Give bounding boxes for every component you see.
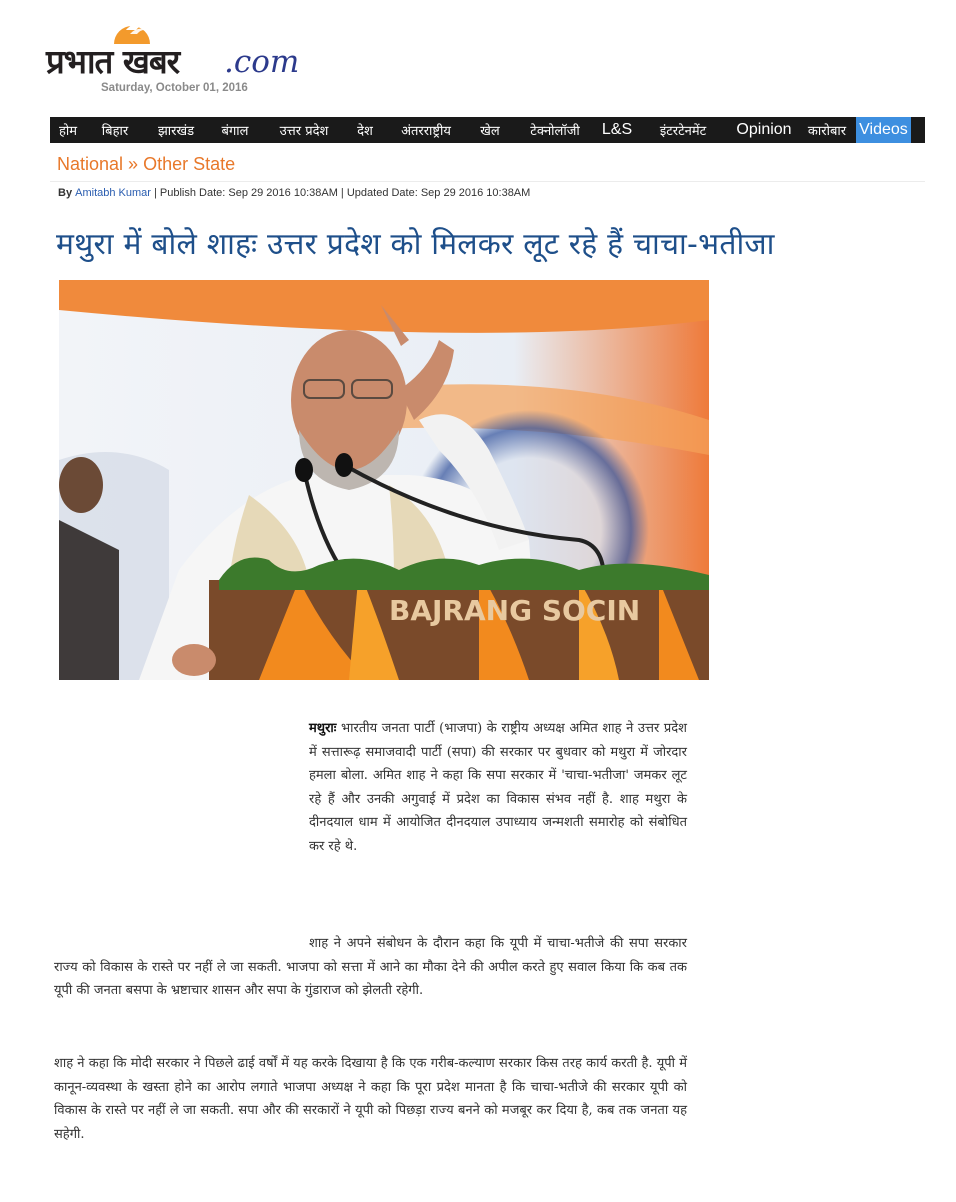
nav-item-ls[interactable]: L&S [601,121,633,138]
byline [58,187,530,199]
author-link[interactable]: Amitabh Kumar [75,187,151,199]
paragraph-3-text: शाह ने कहा कि मोदी सरकार ने पिछले ढाई वर्षों में यह करके दिखाया है कि एक गरीब-कल्याण सरकार किस तरह कार्य करती है. यूपी में कानून-व्यवस्था के खस्ता होने का आरोप लगाते भाजपा अध्यक्ष ने कहा कि पूरा प्रदेश मानता है कि चाचा-भतीजे की सरकार यूपी को विकास के रास्ते पर नहीं ले जा सकती. सपा और की सरकारों ने यूपी को पिछड़ा राज्य बनने को मजबूर कर दिया है, कब तक जनता यह सहेगी. [54,1056,687,1142]
article-photo [59,280,709,680]
paragraph-1-text: भारतीय जनता पार्टी (भाजपा) के राष्ट्रीय अध्यक्ष अमित शाह ने उत्तर प्रदेश में सत्तारूढ़ समाजवादी पार्टी (सपा) की सरकार पर बुधवार को मथुरा में जोरदार हमला बोला. अमित शाह ने कहा कि सपा सरकार में 'चाचा-भतीजा' जमकर लूट रहे हैं और उनकी अगुवाई में प्रदेश का विकास संभव नहीं है. शाह मथुरा के दीनदयाल धाम में आयोजित दीनदयाल उपाध्याय जन्मशती समारोह को संबोधित कर रहे थे. [309,721,687,854]
nav-item-opinion[interactable]: Opinion [736,121,792,138]
breadcrumb-other-state[interactable]: Other State [143,154,236,174]
current-date: Saturday, October 01, 2016 [101,82,248,94]
site-logo[interactable] [46,18,326,100]
nav-item-technology[interactable]: टेक्नोलॉजी [530,124,580,139]
nav-item-entertainment[interactable]: इंटरटेनमेंट [659,124,707,139]
speaker-photo-illustration [59,280,709,680]
nav-item-bihar[interactable]: बिहार [101,124,129,139]
nav-item-bengal[interactable]: बंगाल [221,124,249,139]
nav-item-home[interactable]: होम [50,117,86,143]
podium-banner-text: BAJRANG SOCIN [389,594,641,627]
updated-date: | Updated Date: Sep 29 2016 10:38AM [337,187,531,199]
publish-date: | Publish Date: Sep 29 2016 10:38AM [150,187,338,199]
logo-domain-text: .com [224,44,300,80]
breadcrumb-national[interactable]: National [57,154,124,174]
nav-item-videos[interactable]: Videos [856,117,911,143]
nav-item-business[interactable]: कारोबार [807,124,847,139]
breadcrumb-separator: » [123,154,144,174]
article-paragraph-3 [54,1052,687,1146]
nav-item-uttar-pradesh[interactable]: उत्तर प्रदेश [279,124,329,139]
nav-item-international[interactable]: अंतरराष्ट्रीय [401,124,451,139]
logo-hindi-text: प्रभात खबर [46,42,180,81]
byline-by: By [58,187,76,199]
nav-item-sports[interactable]: खेल [480,124,500,139]
dateline: मथुराः [309,721,337,736]
article-paragraph-2 [54,932,687,1003]
nav-item-desh[interactable]: देश [357,124,373,139]
nav-item-jharkhand[interactable]: झारखंड [157,124,195,139]
breadcrumb-divider [50,181,925,182]
article-headline: मथुरा में बोले शाहः उत्तर प्रदेश को मिलकर लूट रहे हैं चाचा-भतीजा [56,227,775,262]
paragraph-2-text: शाह ने अपने संबोधन के दौरान कहा कि यूपी में चाचा-भतीजे की सपा सरकार राज्य को विकास के रास्ते पर नहीं ले जा सकती. भाजपा को सत्ता में आने का मौका देने की अपील करते हुए सवाल किया कि कब तक यूपी की जनता बसपा के भ्रष्टाचार शासन और सपा के गुंडाराज को झेलती रहेगी. [54,936,687,998]
article-paragraph-1 [309,717,687,858]
breadcrumb [57,154,235,175]
main-nav [50,117,925,143]
